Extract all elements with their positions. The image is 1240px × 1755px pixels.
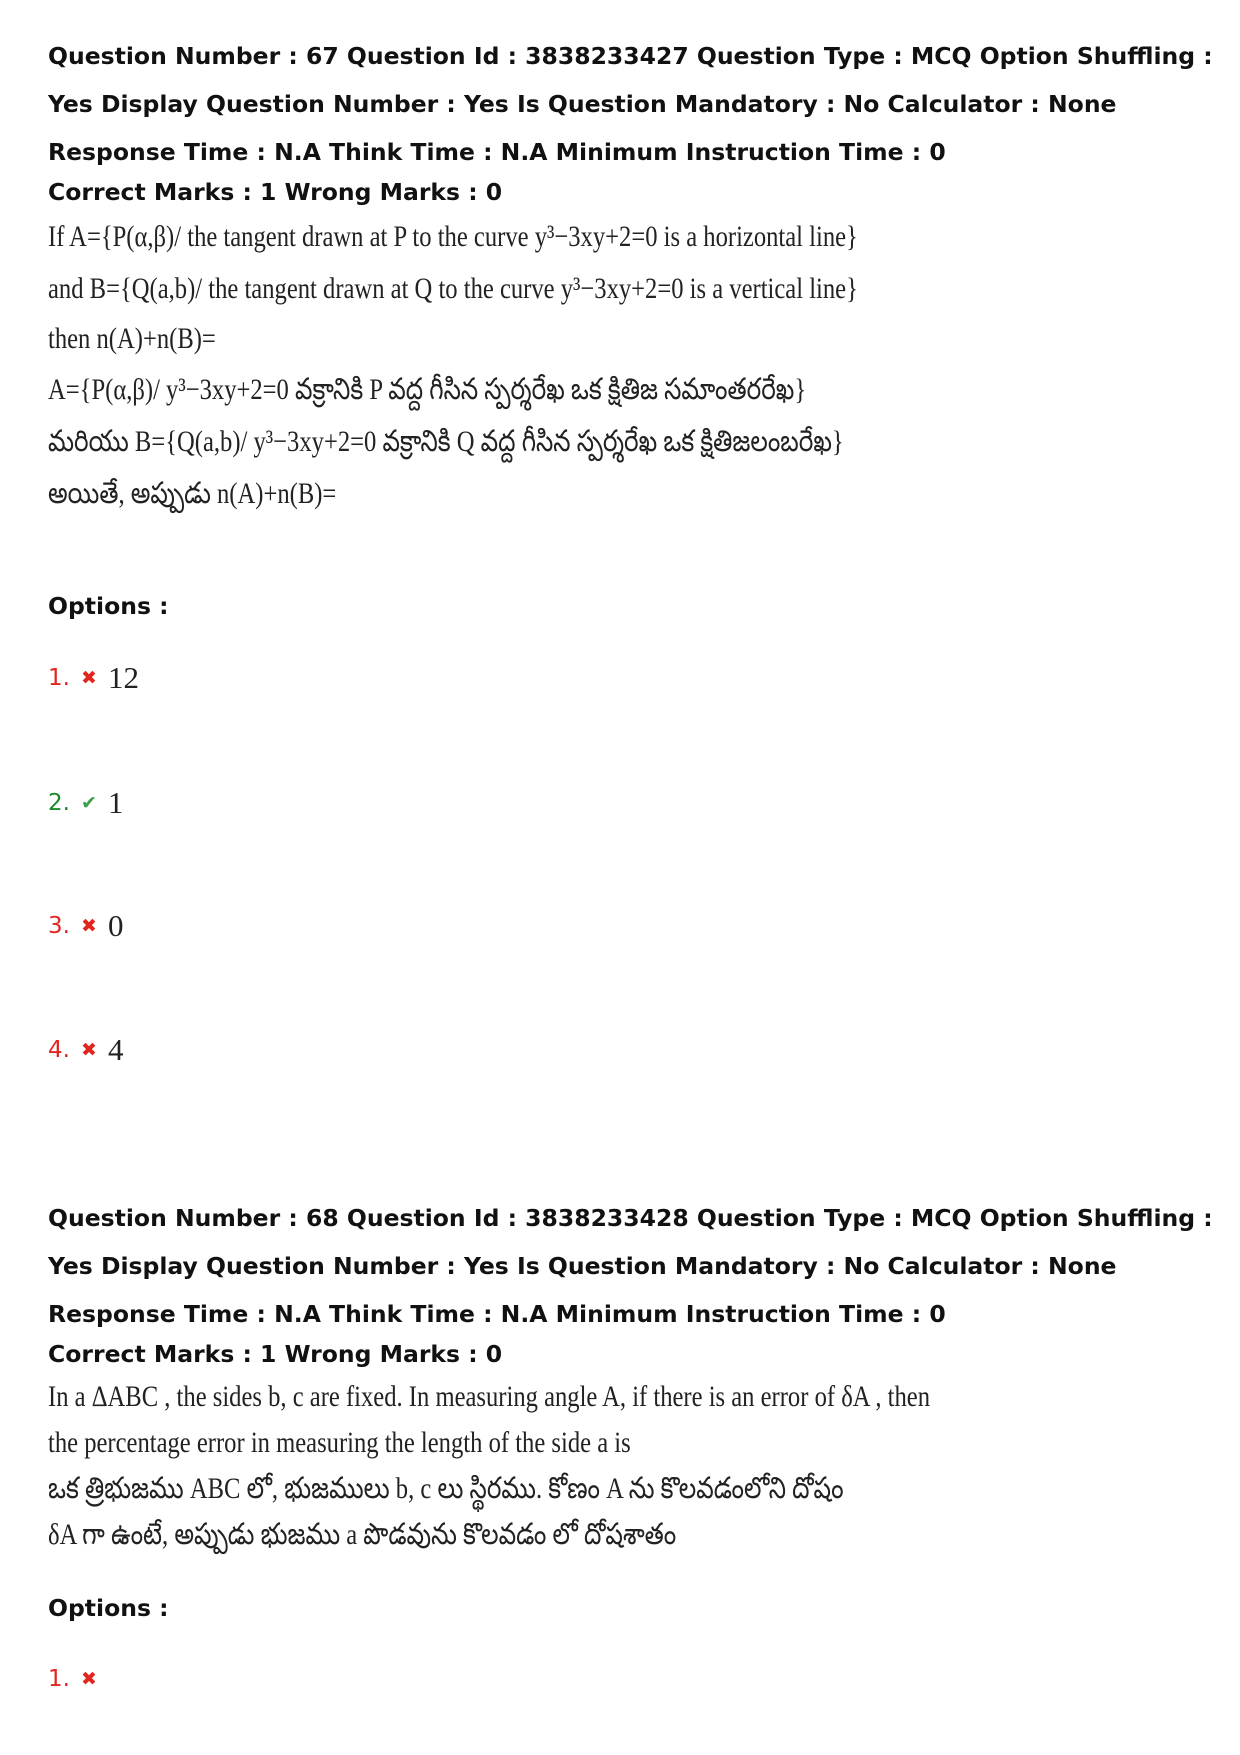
question-text-line: If A={P(α,β)/ the tangent drawn at P to the curve y³−3xy+2=0 is a horizontal line} bbox=[48, 220, 858, 253]
option-3 bbox=[48, 908, 123, 944]
cross-icon: ✖ bbox=[80, 1668, 97, 1690]
option-value: 4 bbox=[107, 1032, 124, 1067]
question-text-line-telugu: అయితే, అప్పుడు n(A)+n(B)= bbox=[48, 477, 337, 510]
check-icon: ✔ bbox=[80, 792, 97, 814]
question-text-line-telugu: δA గా ఉంటే, అప్పుడు భుజము a పొడవును కొలవడం లో దోషశాతం bbox=[48, 1518, 677, 1551]
question-text-line: In a ΔABC , the sides b, c are fixed. In measuring angle A, if there is an error of δA , then bbox=[48, 1380, 931, 1413]
option-number: 4. bbox=[48, 1037, 70, 1063]
question-text-line-telugu: ఒక త్రిభుజము ABC లో, భుజములు b, c లు స్థిరము. కోణం A ను కొలవడంలోని దోషం bbox=[48, 1472, 844, 1505]
option-number: 3. bbox=[48, 913, 70, 939]
options-label: Options : bbox=[48, 592, 169, 620]
option-number: 2. bbox=[48, 790, 70, 816]
option-1 bbox=[48, 660, 139, 696]
question-meta: Question Number : 67 Question Id : 3838233427 Question Type : MCQ Option Shuffling : Yes Display Question Number : Yes Is Question Mandatory : No Calculator : None Response Time : N.A Think Time : N.A Minimum Instruction Time : 0 bbox=[48, 42, 1213, 166]
cross-icon: ✖ bbox=[80, 667, 97, 689]
cross-icon: ✖ bbox=[80, 1039, 97, 1061]
marks-line: Correct Marks : 1 Wrong Marks : 0 bbox=[48, 1340, 503, 1368]
question-text-line: the percentage error in measuring the length of the side a is bbox=[48, 1426, 631, 1459]
options-label: Options : bbox=[48, 1594, 169, 1622]
cross-icon: ✖ bbox=[80, 915, 97, 937]
question-meta: Question Number : 68 Question Id : 3838233428 Question Type : MCQ Option Shuffling : Yes Display Question Number : Yes Is Question Mandatory : No Calculator : None Response Time : N.A Think Time : N.A Minimum Instruction Time : 0 bbox=[48, 1204, 1213, 1328]
question-text-line-telugu: మరియు B={Q(a,b)/ y³−3xy+2=0 వక్రానికి Q వద్ద గీసిన స్పర్శరేఖ ఒక క్షితిజలంబరేఖ} bbox=[48, 425, 844, 458]
question-text-line: and B={Q(a,b)/ the tangent drawn at Q to the curve y³−3xy+2=0 is a vertical line} bbox=[48, 272, 858, 305]
question-text-line: then n(A)+n(B)= bbox=[48, 322, 216, 355]
option-1 bbox=[48, 1666, 108, 1692]
option-4 bbox=[48, 1032, 123, 1068]
question-text-line-telugu: A={P(α,β)/ y³−3xy+2=0 వక్రానికి P వద్ద గీసిన స్పర్శరేఖ ఒక క్షితిజ సమాంతరరేఖ} bbox=[48, 373, 807, 406]
marks-line: Correct Marks : 1 Wrong Marks : 0 bbox=[48, 178, 503, 206]
option-number: 1. bbox=[48, 1666, 70, 1692]
option-value: 12 bbox=[107, 660, 139, 695]
option-number: 1. bbox=[48, 665, 70, 691]
option-value: 0 bbox=[107, 908, 124, 943]
option-2 bbox=[48, 785, 123, 821]
option-value: 1 bbox=[107, 785, 124, 820]
